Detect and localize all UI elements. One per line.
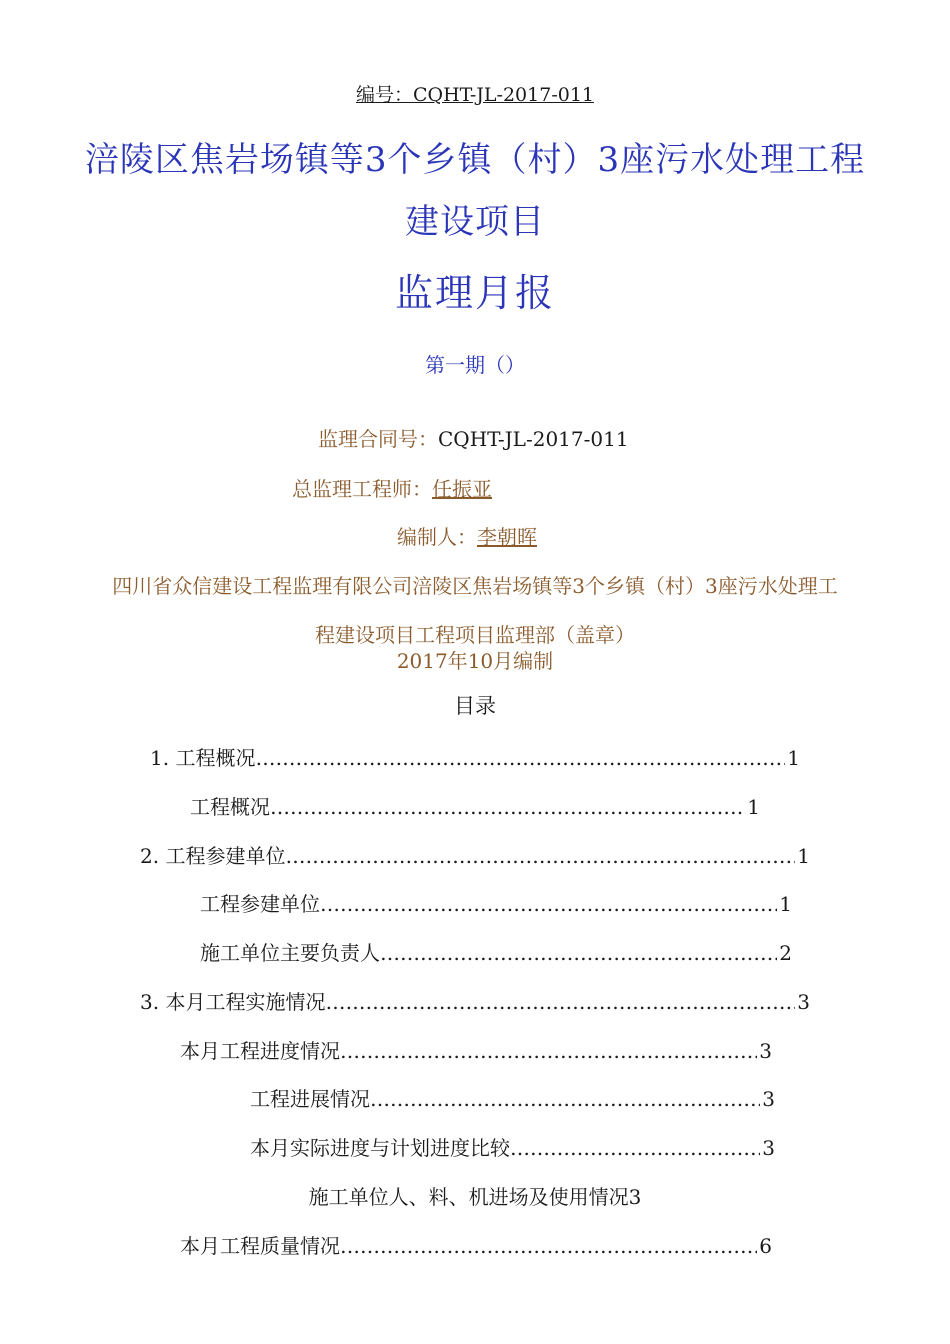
toc-entry-page: 6 [759,1234,772,1258]
toc-entry-page: 3 [762,1136,775,1160]
toc-title: 目录 [454,694,496,718]
toc-entry-label: 施工单位人、料、机进场及使用情况3 [308,1185,642,1209]
toc-entry-page: 1 [747,795,760,819]
editor-name: 李朝晖 [477,525,537,549]
toc-entry[interactable] [140,840,810,869]
compile-date: 2017年10月编制 [396,649,554,673]
toc-entry-label: 工程概况 [190,795,270,819]
chief-label: 总监理工程师： [292,477,432,501]
toc-entry-page: 1 [779,892,792,916]
toc-entry[interactable] [140,986,810,1015]
toc-leader [325,990,795,1014]
editor-label: 编制人： [397,525,477,549]
toc-entry[interactable] [200,937,792,966]
toc-leader [380,941,777,965]
contract-label: 监理合同号： [318,427,438,451]
toc-entry[interactable] [180,1035,772,1064]
report-title: 监理月报 [394,271,555,315]
toc-entry-label: 2. 工程参建单位 [140,844,286,868]
toc-leader [340,1039,757,1063]
toc-leader [320,892,777,916]
toc-leader [340,1234,757,1258]
toc-entry-label: 工程参建单位 [200,892,320,916]
organization-line2: 程建设项目工程项目监理部（盖章） [315,623,635,647]
toc-entry[interactable] [250,1083,775,1112]
contract-value: CQHT-JL-2017-011 [438,427,629,451]
toc-entry-label: 工程进展情况 [250,1087,370,1111]
toc-entry-page: 3 [762,1087,775,1111]
toc-entry[interactable] [150,742,800,771]
project-title-line1: 涪陵区焦岩场镇等3个乡镇（村）3座污水处理工程 [84,140,866,180]
toc-leader [510,1136,760,1160]
toc-leader [285,844,795,868]
toc-entry[interactable] [200,888,792,917]
editor [397,521,537,550]
toc-entry-page: 3 [797,990,810,1014]
toc-entry-page: 3 [759,1039,772,1063]
contract-number [318,423,629,452]
toc-entry-page: 1 [787,746,800,770]
toc-entry-label: 施工单位主要负责人 [200,941,380,965]
toc-entry-label: 本月工程质量情况 [180,1234,340,1258]
toc-entry-label: 本月实际进度与计划进度比较 [250,1136,510,1160]
project-title-line2: 建设项目 [405,202,545,242]
toc-entry-page: 1 [797,844,810,868]
toc-leader [370,1087,760,1111]
toc-entry-label: 3. 本月工程实施情况 [140,990,326,1014]
toc-leader [270,795,745,819]
issue-number: 第一期（） [425,353,525,377]
toc-entry-page: 2 [779,941,792,965]
toc-entry[interactable] [250,1132,775,1161]
toc-entry-label: 1. 工程概况 [150,746,256,770]
toc-leader [255,746,785,770]
chief-engineer [292,473,492,502]
organization-line1: 四川省众信建设工程监理有限公司涪陵区焦岩场镇等3个乡镇（村）3座污水处理工 [112,574,838,598]
toc-entry[interactable] [180,1230,772,1259]
document-number: 编号：CQHT-JL-2017-011 [355,84,595,106]
toc-entry[interactable] [0,1181,950,1210]
chief-name: 任振亚 [432,477,492,501]
toc-entry[interactable] [190,791,760,820]
toc-entry-label: 本月工程进度情况 [180,1039,340,1063]
